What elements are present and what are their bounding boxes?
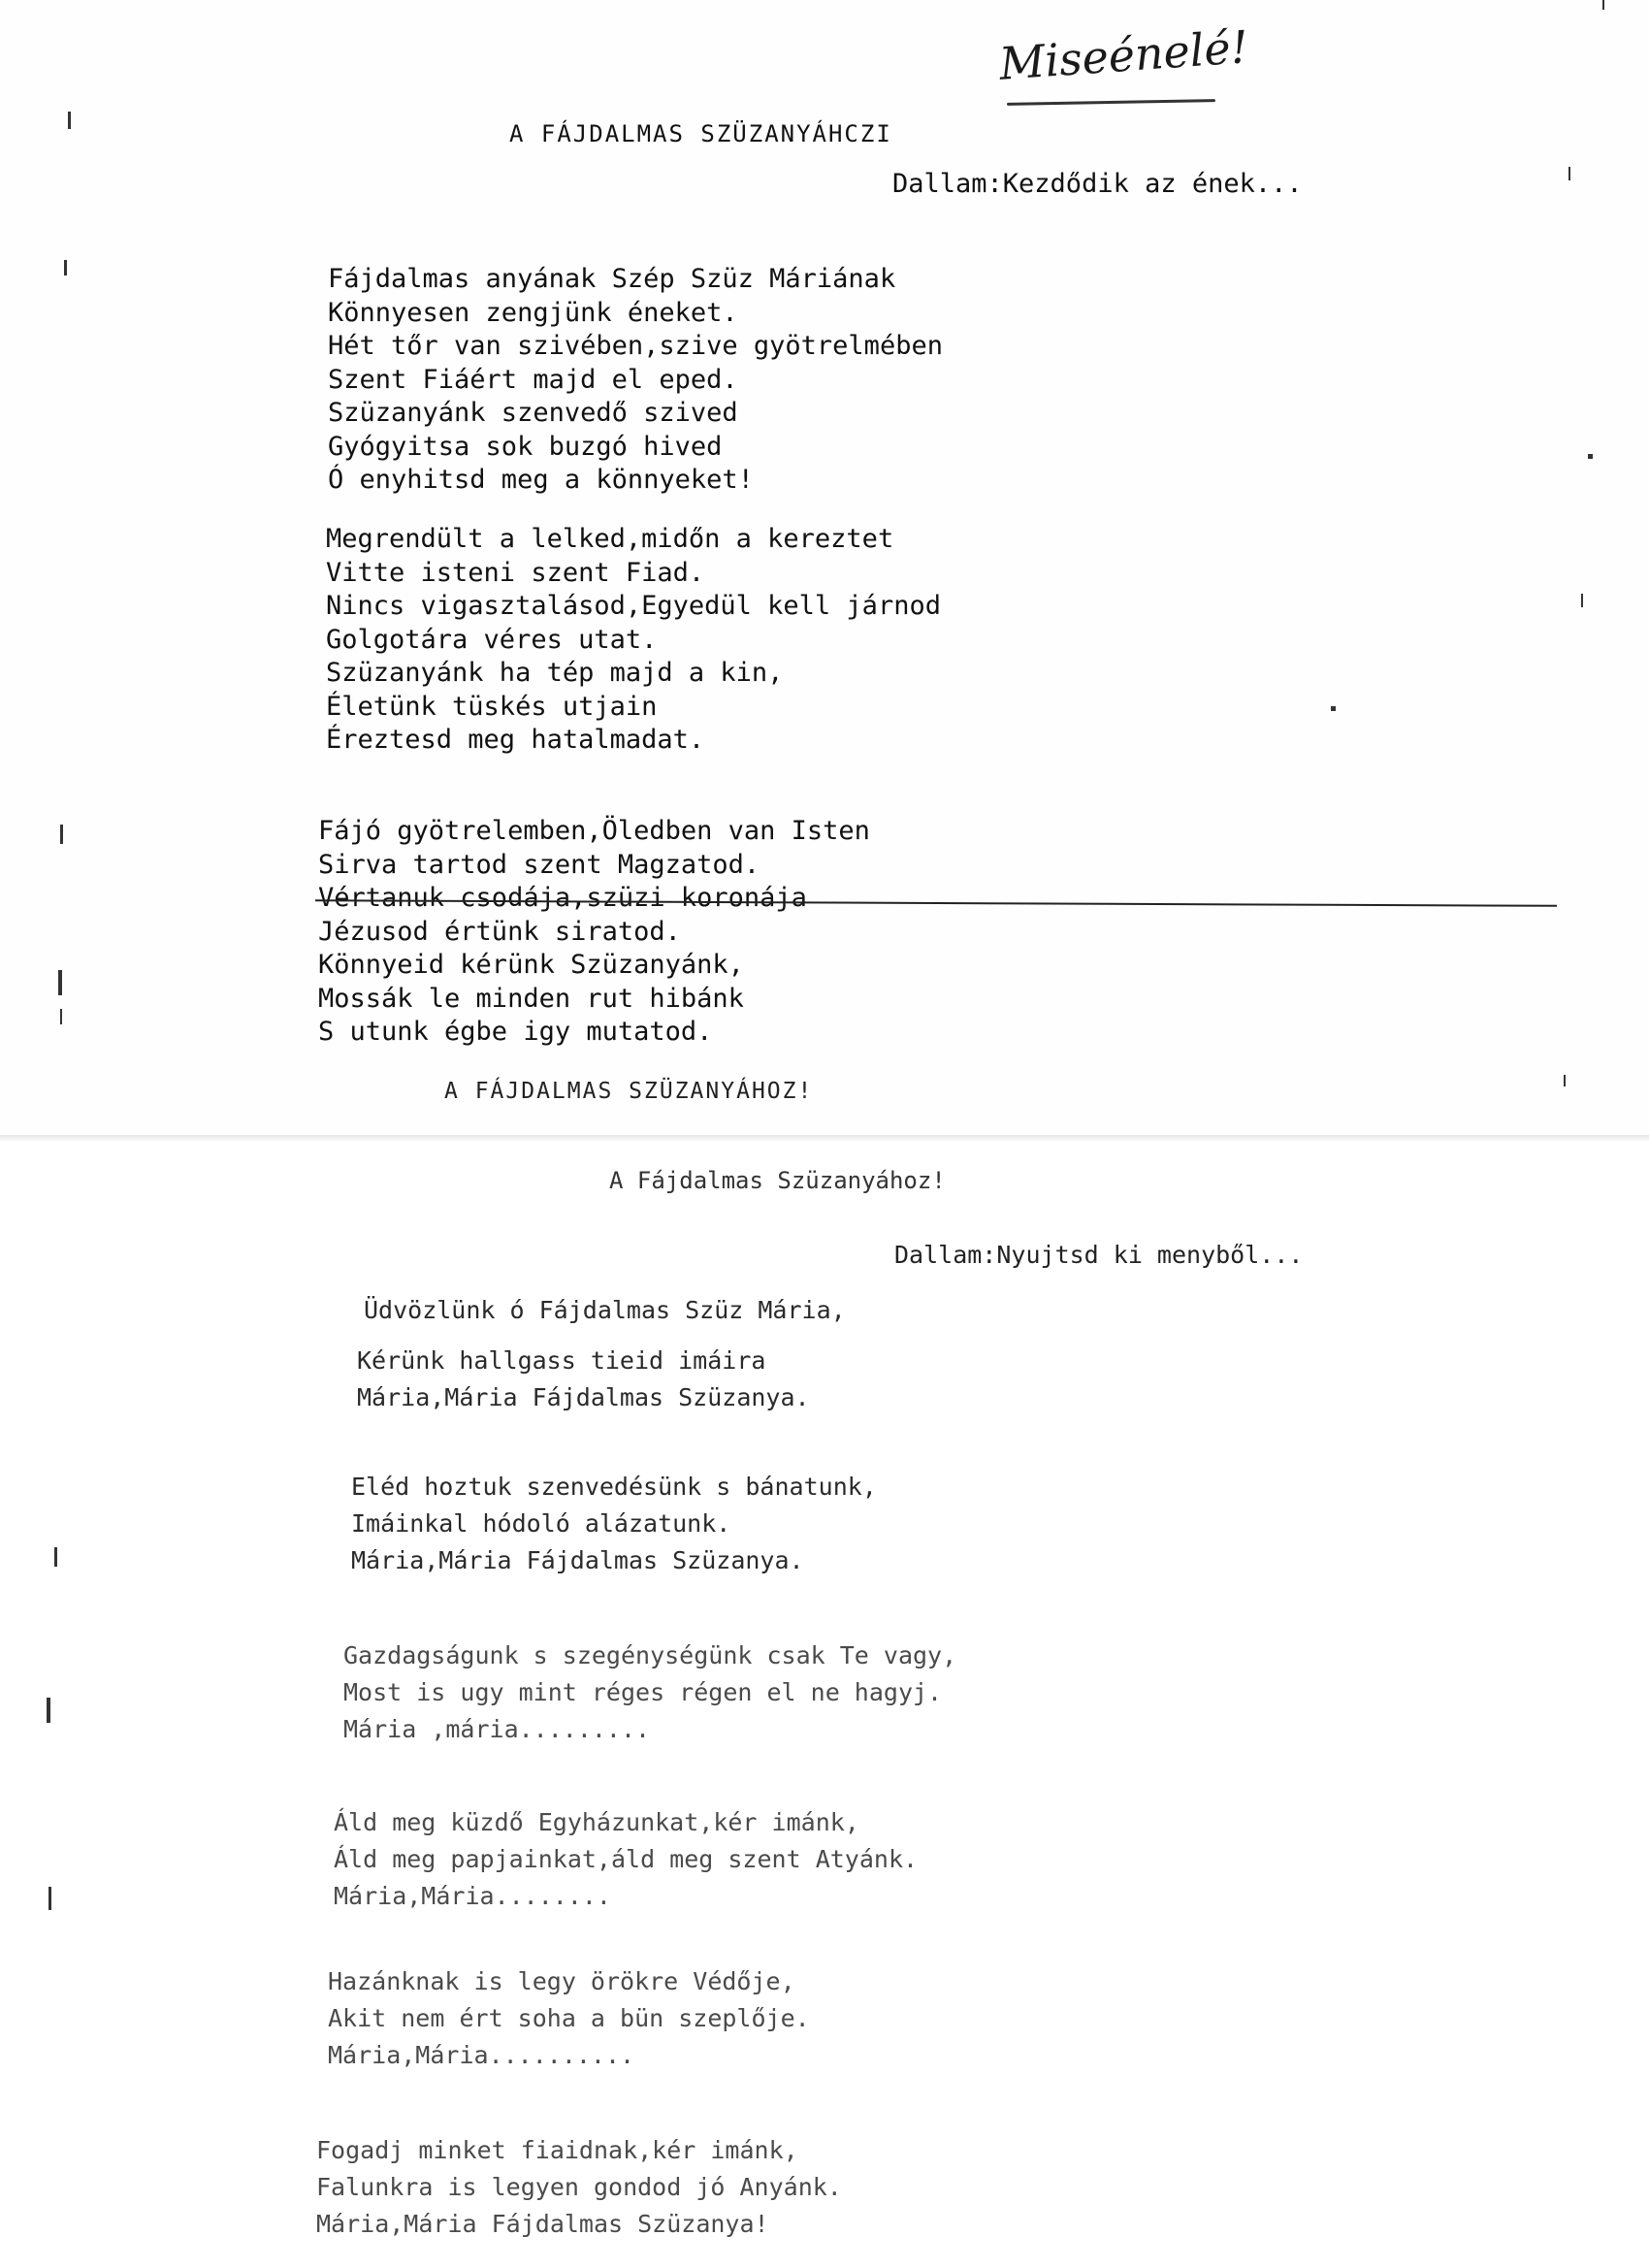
- scan-mark: [1588, 454, 1593, 459]
- verse-line: Nincs vigasztalásod,Egyedül kell járnod: [326, 591, 941, 621]
- bottom-stanza-1: [357, 1343, 810, 1416]
- scan-mark: [68, 112, 71, 129]
- verse-line: Sirva tartod szent Magzatod.: [318, 849, 760, 880]
- verse-line: Ó enyhitsd meg a könnyeket!: [328, 465, 754, 495]
- verse-line: Falunkra is legyen gondod jó Anyánk.: [316, 2173, 842, 2201]
- verse-line: Mária,Mária Fájdalmas Szüzanya.: [357, 1383, 810, 1411]
- verse-line: Imáinkal hódoló alázatunk.: [351, 1509, 731, 1538]
- scan-mark: [48, 1887, 51, 1910]
- bottom-stanza-2: [351, 1469, 877, 1579]
- scan-mark: [1581, 594, 1583, 607]
- verse-line: Golgotára véres utat.: [326, 624, 658, 655]
- verse-line: Mossák le minden rut hibánk: [318, 983, 744, 1014]
- verse-line: Vitte isteni szent Fiad.: [326, 557, 705, 588]
- verse-line: Gazdagságunk s szegénységünk csak Te vagy,: [343, 1641, 957, 1669]
- verse-line: Áld meg küzdő Egyházunkat,kér imánk,: [334, 1808, 859, 1836]
- verse-line: Mária,Mária Fájdalmas Szüzanya!: [316, 2210, 769, 2238]
- verse-line: Szüzanyánk ha tép majd a kin,: [326, 658, 784, 688]
- scan-mark: [1568, 167, 1570, 180]
- verse-line: Mária ,mária.........: [343, 1715, 651, 1743]
- verse-line: Hazánknak is legy örökre Védője,: [328, 1967, 795, 1995]
- verse-line: Akit nem ért soha a bün szeplője.: [328, 2004, 810, 2032]
- verse-line: Áld meg papjainkat,áld meg szent Atyánk.: [334, 1845, 919, 1873]
- verse-line: Életünk tüskés utjain: [326, 691, 658, 722]
- top-title: A FÁJDALMAS SZÜZANYÁHCZI: [509, 120, 892, 147]
- verse-line: Mária,Mária..........: [328, 2041, 635, 2069]
- bottom-intro-line: Üdvözlünk ó Fájdalmas Szüz Mária,: [364, 1296, 846, 1324]
- top-stanza-2: [326, 523, 941, 758]
- verse-line: Könnyesen zengjünk éneket.: [328, 297, 738, 328]
- bottom-stanza-4: [334, 1804, 918, 1915]
- scan-mark: [54, 1547, 57, 1567]
- top-stanza-3: [318, 815, 870, 1050]
- verse-line: Most is ugy mint réges régen el ne hagyj.: [343, 1678, 943, 1706]
- bottom-tune-line: Dallam:Nyujtsd ki menyből...: [894, 1241, 1304, 1269]
- bottom-stanza-5: [328, 1963, 810, 2074]
- bottom-stanza-3: [343, 1637, 956, 1748]
- scan-mark: [47, 1698, 50, 1723]
- verse-line: Szüzanyánk szenvedő szived: [328, 398, 738, 428]
- verse-line: Jézusod értünk siratod.: [318, 916, 681, 947]
- verse-line: Szent Fiáért majd el eped.: [328, 364, 738, 395]
- verse-line: Éreztesd meg hatalmadat.: [326, 725, 705, 755]
- verse-line: Vértanuk csodája,szüzi koronája: [318, 883, 807, 913]
- scan-mark: [1564, 1075, 1566, 1086]
- verse-line: Mária,Mária Fájdalmas Szüzanya.: [351, 1546, 804, 1574]
- verse-line: Mária,Mária........: [334, 1882, 611, 1910]
- verse-line: Fájdalmas anyának Szép Szüz Máriának: [328, 264, 896, 294]
- verse-line: S utunk égbe igy mutatod.: [318, 1017, 713, 1047]
- top-tune-line: Dallam:Kezdődik az ének...: [892, 169, 1303, 199]
- verse-line: Kérünk hallgass tieid imáira: [357, 1346, 766, 1375]
- top-footer-title: A FÁJDALMAS SZÜZANYÁHOZ!: [444, 1079, 814, 1104]
- verse-line: Megrendült a lelked,midőn a kereztet: [326, 524, 894, 554]
- verse-line: Eléd hoztuk szenvedésünk s bánatunk,: [351, 1473, 877, 1501]
- scan-mark: [60, 1009, 62, 1024]
- verse-line: Gyógyitsa sok buzgó hived: [328, 431, 723, 462]
- scan-mark: [64, 260, 67, 275]
- verse-line: Hét tőr van szivében,szive gyötrelmében: [328, 331, 943, 361]
- scan-mark: [58, 970, 62, 995]
- scan-mark: [1331, 706, 1336, 711]
- bottom-stanza-6: [316, 2132, 842, 2243]
- verse-line: Fájó gyötrelemben,Öledben van Isten: [318, 816, 870, 846]
- verse-line: Könnyeid kérünk Szüzanyánk,: [318, 950, 744, 980]
- sheet-fold-divider: [0, 1135, 1649, 1141]
- scan-mark: [60, 825, 63, 844]
- top-stanza-1: [328, 263, 943, 498]
- handwritten-note: Miseénelé!: [997, 20, 1250, 90]
- bottom-title: A Fájdalmas Szüzanyához!: [609, 1167, 946, 1194]
- verse-line: Fogadj minket fiaidnak,kér imánk,: [316, 2136, 798, 2164]
- scan-mark: [1602, 0, 1604, 10]
